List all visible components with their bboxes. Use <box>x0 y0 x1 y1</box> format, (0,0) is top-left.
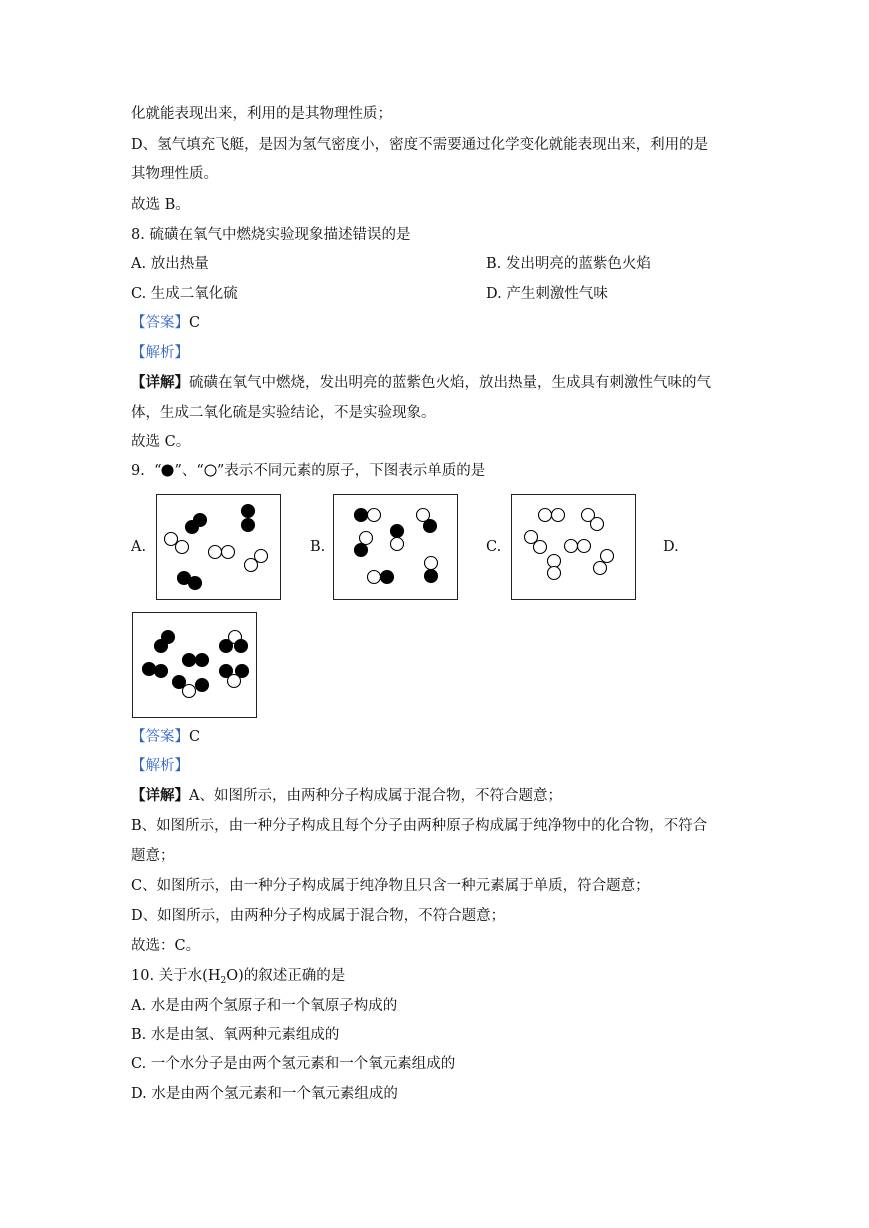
box-label-d: D. <box>663 539 679 555</box>
q10-option-b: B. 水是由氢、氧两种元素组成的 <box>131 1027 340 1043</box>
q8-answer <box>131 313 200 333</box>
q10-option-d: D. 水是由两个氢元素和一个氧元素组成的 <box>131 1086 398 1102</box>
diagram-box-a <box>156 494 281 600</box>
q8-option-a: A. 放出热量 <box>131 256 209 272</box>
diagram-box-c <box>511 494 636 600</box>
q7-option-d-line2: 其物理性质。 <box>131 166 218 182</box>
detail-tag: 【详解】 <box>131 787 189 804</box>
quote-separator: ”、“ <box>174 463 204 479</box>
q8-detail-line2: 体，生成二氧化硫是实验结论，不是实验现象。 <box>131 405 436 421</box>
subscript: 2 <box>220 976 227 986</box>
diagram-box-d <box>132 612 257 718</box>
box-label-b: B. <box>310 539 326 555</box>
answer-value: C <box>189 315 201 331</box>
q8-stem: 8. 硫磺在氧气中燃烧实验现象描述错误的是 <box>131 227 411 243</box>
q9-number: 9. <box>131 463 145 479</box>
q10-option-c: C. 一个水分子是由两个氢元素和一个氧元素组成的 <box>131 1056 456 1072</box>
diagram-box-b <box>333 494 458 600</box>
hollow-atom-icon <box>204 464 217 477</box>
q8-option-c: C. 生成二氧化硫 <box>131 286 238 302</box>
q7-choice: 故选 B。 <box>131 197 190 213</box>
q9-stem <box>131 461 485 481</box>
answer-tag: 【答案】 <box>131 729 189 745</box>
q10-stem <box>131 966 345 991</box>
box-label-c: C. <box>486 539 502 555</box>
answer-tag: 【答案】 <box>131 315 189 331</box>
q9-detail-b-line1: B、如图所示，由一种分子构成且每个分子由两种原子构成属于纯净物中的化合物，不符合 <box>131 818 708 834</box>
box-label-a: A. <box>131 539 147 555</box>
q8-choice: 故选 C。 <box>131 434 191 450</box>
answer-value: C <box>189 729 201 745</box>
q8-option-d: D. 产生刺激性气味 <box>486 286 608 302</box>
q8-analysis-tag: 【解析】 <box>131 345 189 361</box>
q8-detail-line1 <box>131 373 711 393</box>
stem-text: 10. 关于水(H <box>131 968 221 984</box>
stem-text: ”表示不同元素的原子，下图表示单质的是 <box>216 463 486 479</box>
detail-tag: 【详解】 <box>131 374 189 391</box>
q10-option-a: A. 水是由两个氢原子和一个氧原子构成的 <box>131 998 398 1014</box>
q8-option-b: B. 发出明亮的蓝紫色火焰 <box>486 256 651 272</box>
q9-detail-a <box>131 786 562 806</box>
detail-text: 硫磺在氧气中燃烧，发出明亮的蓝紫色火焰，放出热量，生成具有刺激性气味的气 <box>189 375 711 391</box>
q7-option-d-line1: D、氢气填充飞艇，是因为氢气密度小，密度不需要通过化学变化就能表现出来，利用的是 <box>131 137 709 153</box>
q9-detail-c: C、如图所示，由一种分子构成属于纯净物且只含一种元素属于单质，符合题意； <box>131 878 650 894</box>
detail-text: A、如图所示，由两种分子构成属于混合物，不符合题意； <box>189 788 562 804</box>
q9-analysis-tag: 【解析】 <box>131 758 189 774</box>
q9-detail-b-line2: 题意； <box>131 848 175 864</box>
q9-answer <box>131 727 200 747</box>
stem-text-end: O)的叙述正确的是 <box>226 968 346 984</box>
filled-atom-icon <box>161 464 174 477</box>
q9-detail-d: D、如图所示，由两种分子构成属于混合物，不符合题意； <box>131 908 506 924</box>
q9-choice: 故选：C。 <box>131 938 201 954</box>
open-quote: “ <box>154 463 162 479</box>
q7-line: 化就能表现出来，利用的是其物理性质； <box>131 106 392 122</box>
